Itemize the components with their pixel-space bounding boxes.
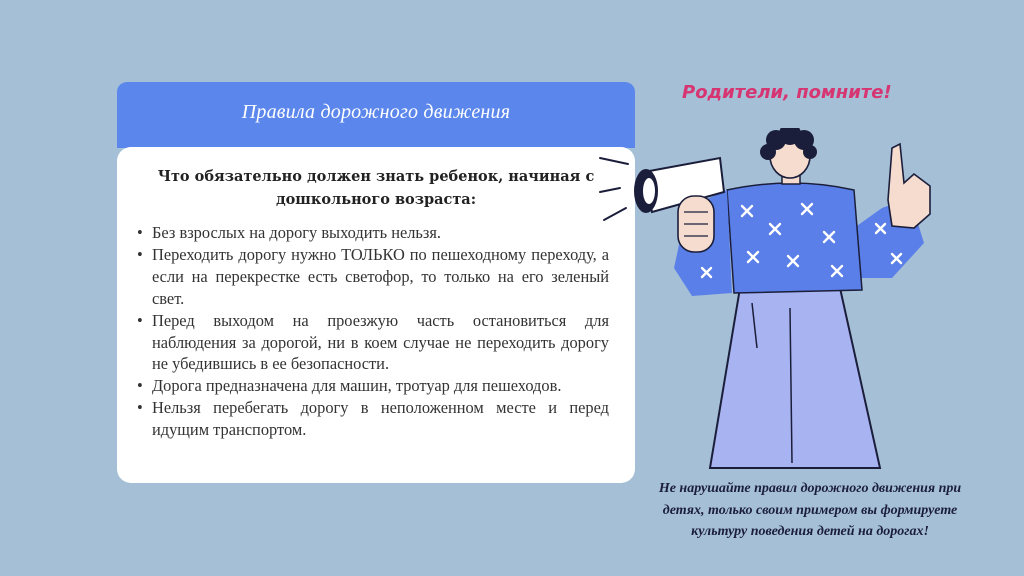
footer-note: Не нарушайте правил дорожного движения при детях, только своим примером вы формируете культуру поведения детей на дорогах! — [658, 481, 962, 539]
list-item: • Нельзя перебегать дорогу в неположенном месте и перед идущим транспортом. — [137, 397, 609, 441]
list-item: • Перед выходом на проезжую часть остановиться для наблюдения за дорогой, ни в коем случае не переходить дорогу не убедившись в ее безопасности. — [137, 310, 609, 376]
list-item: • Дорога предназначена для машин, тротуар для пешеходов. — [137, 375, 609, 397]
header-bar — [117, 82, 635, 148]
person-with-megaphone-illustration — [592, 128, 952, 473]
reminder-heading: Родители, помните! — [682, 82, 892, 103]
rules-list — [137, 222, 609, 441]
rules-card — [117, 147, 635, 483]
list-item: • Без взрослых на дорогу выходить нельзя. — [137, 222, 609, 244]
rules-heading: Что обязательно должен знать ребенок, начиная с дошкольного возраста: — [157, 168, 595, 208]
page-title: Правила дорожного движения — [241, 100, 511, 123]
list-item: • Переходить дорогу нужно ТОЛЬКО по пешеходному переходу, а если на перекрестке есть светофор, то только на его зеленый свет. — [137, 244, 609, 310]
